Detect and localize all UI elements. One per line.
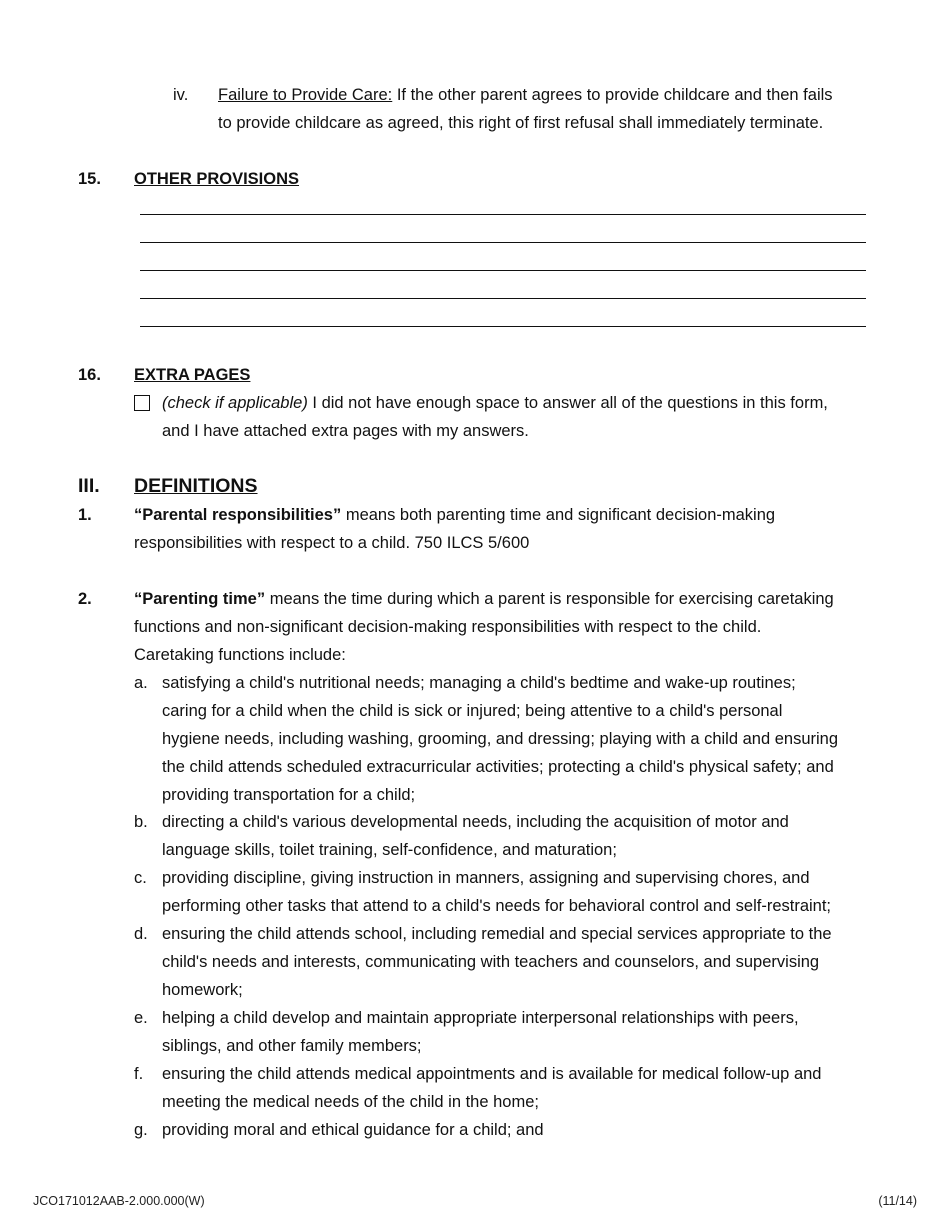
list-item-line: directing a child's various developmental needs, including the acquisition of motor and: [162, 813, 789, 831]
section-15-number: 15.: [78, 170, 101, 188]
item-iv-line1: If the other parent agrees to provide childcare and then fails: [392, 86, 833, 104]
list-item-text: [162, 669, 874, 809]
extra-pages-line2: and I have attached extra pages with my answers.: [162, 422, 529, 440]
list-item-text: [162, 1060, 874, 1116]
def-1-line1: [134, 501, 874, 529]
def-2-line2: functions and non-significant decision-making responsibilities with respect to the child.: [134, 618, 762, 636]
def-2-number: 2.: [78, 590, 92, 608]
extra-pages-checkbox[interactable]: [134, 395, 150, 411]
list-item-line: ensuring the child attends medical appointments and is available for medical follow-up and: [162, 1065, 822, 1083]
def-1-line2: responsibilities with respect to a child. 750 ILCS 5/600: [134, 534, 530, 552]
section-16-number: 16.: [78, 366, 101, 384]
list-item-line: providing discipline, giving instruction in manners, assigning and supervising chores, and: [162, 869, 810, 887]
item-iv-title: Failure to Provide Care:: [218, 86, 393, 104]
list-item-line: providing moral and ethical guidance for a child; and: [162, 1121, 544, 1139]
form-code: JCO171012AAB-2.000.000(W): [33, 1194, 205, 1208]
definitions-heading: DEFINITIONS: [134, 475, 258, 497]
other-provisions-line-5[interactable]: [140, 326, 866, 327]
list-item-line: performing other tasks that attend to a child's needs for behavioral control and self-restraint;: [162, 897, 832, 915]
page-number: (11/14): [878, 1194, 917, 1208]
def-1-term: “Parental responsibilities”: [134, 506, 342, 524]
definitions-number: III.: [78, 475, 100, 497]
list-item-line: the child attends scheduled extracurricular activities; protecting a child's physical safety; and: [162, 758, 834, 776]
list-item-line: satisfying a child's nutritional needs; managing a child's bedtime and wake-up routines;: [162, 674, 796, 692]
list-item-line: ensuring the child attends school, including remedial and special services appropriate to the: [162, 925, 832, 943]
def-2-line1: [134, 585, 874, 613]
list-item-line: meeting the medical needs of the child in the home;: [162, 1093, 539, 1111]
list-item-text: [162, 1116, 874, 1144]
list-item-line: hygiene needs, including washing, grooming, and dressing; playing with a child and ensuring: [162, 730, 839, 748]
list-item-text: [162, 920, 874, 1004]
list-item-text: [162, 1004, 874, 1060]
list-item-text: [162, 864, 874, 920]
extra-pages-text: I did not have enough space to answer all of the questions in this form,: [307, 394, 828, 412]
sub-item-letter: b.: [134, 813, 148, 831]
other-provisions-line-1[interactable]: [140, 214, 866, 215]
list-item-text: [162, 808, 874, 864]
check-if-applicable-label: (check if applicable): [162, 394, 308, 412]
item-marker: iv.: [173, 86, 189, 104]
sub-item-letter: f.: [134, 1065, 144, 1083]
item-iv-text: [218, 81, 878, 109]
section-15-heading: OTHER PROVISIONS: [134, 170, 300, 188]
section-16-heading: EXTRA PAGES: [134, 366, 251, 384]
list-item-line: siblings, and other family members;: [162, 1037, 422, 1055]
def-1-text: means both parenting time and significant decision-making: [341, 506, 776, 524]
list-item-line: language skills, toilet training, self-confidence, and maturation;: [162, 841, 617, 859]
def-1-number: 1.: [78, 506, 92, 524]
sub-item-letter: c.: [134, 869, 147, 887]
def-2-text: means the time during which a parent is responsible for exercising caretaking: [265, 590, 834, 608]
sub-item-letter: g.: [134, 1121, 148, 1139]
other-provisions-line-2[interactable]: [140, 242, 866, 243]
other-provisions-line-3[interactable]: [140, 270, 866, 271]
list-item-line: homework;: [162, 981, 243, 999]
list-item-line: caring for a child when the child is sick or injured; being attentive to a child's personal: [162, 702, 783, 720]
sub-item-letter: a.: [134, 674, 148, 692]
def-2-line3: Caretaking functions include:: [134, 646, 346, 664]
other-provisions-line-4[interactable]: [140, 298, 866, 299]
item-iv-line2: to provide childcare as agreed, this right of first refusal shall immediately terminate.: [218, 114, 824, 132]
def-2-term: “Parenting time”: [134, 590, 266, 608]
sub-item-letter: e.: [134, 1009, 148, 1027]
list-item-line: child's needs and interests, communicating with teachers and counselors, and supervising: [162, 953, 820, 971]
list-item-line: helping a child develop and maintain appropriate interpersonal relationships with peers,: [162, 1009, 799, 1027]
sub-item-letter: d.: [134, 925, 148, 943]
list-item-line: providing transportation for a child;: [162, 786, 416, 804]
extra-pages-line1: [162, 389, 874, 417]
